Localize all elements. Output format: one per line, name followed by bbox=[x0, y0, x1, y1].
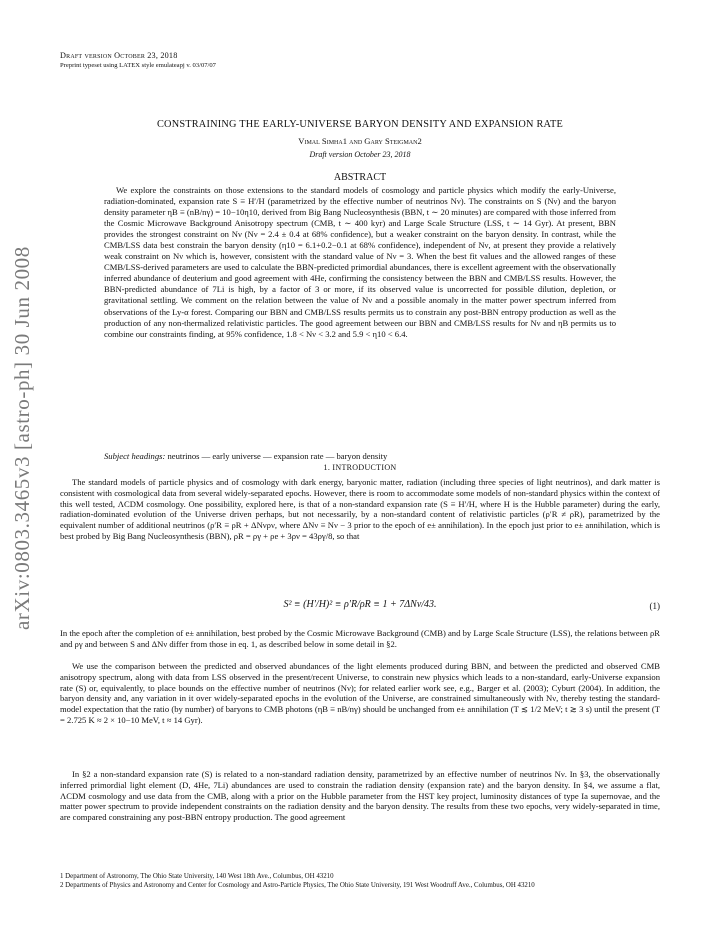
preprint-line: Preprint typeset using LATEX style emulateapj v. 03/07/07 bbox=[60, 62, 216, 69]
equation-1 bbox=[60, 591, 660, 627]
footnote-2: 2 Departments of Physics and Astronomy and Center for Cosmology and Astro-Particle Physics, The Ohio State University, 191 West Woodruff Ave., Columbus, OH 43210 bbox=[60, 882, 535, 889]
abstract-heading: ABSTRACT bbox=[333, 172, 387, 183]
footnotes bbox=[60, 872, 660, 890]
intro-paragraph-1: The standard models of particle physics and of cosmology with dark energy, baryonic matter, radiation (including three species of light neutrinos), and dark matter is consistent with cosmological data from several widely-separated epochs. However, there is room to accommodate some models of non-standard physics within the context of this well tested, ΛCDM cosmology. One possibility, explored here, is that of a non-standard expansion rate (S ≡ H′/H, where H is the Hubble parameter) during the early, radiation-dominated evolution of the Universe driven perhaps, but not necessarily, by a non-standard content of relativistic particles (ρ′R ≠ ρR), parametrized by the equivalent number of additional neutrinos (ρ′R ≡ ρR + ΔNνρν, where ΔNν ≡ Nν − 3 prior to the epoch of e± annihilation). In the epoch just prior to e± annihilation, which is best probed by Big Bang Nucleosynthesis (BBN), ρR = ργ + ρe + 3ρν = 43ργ/8, so that bbox=[60, 477, 660, 541]
section-heading-introduction: 1. INTRODUCTION bbox=[323, 463, 397, 472]
subject-headings bbox=[104, 451, 616, 462]
arxiv-sidebar-stamp: arXiv:0803.3465v3 [astro-ph] 30 Jun 2008 bbox=[10, 246, 34, 630]
equation-1-number: (1) bbox=[649, 601, 660, 611]
draft-version-header: Draft version October 23, 2018 bbox=[60, 51, 178, 60]
intro-paragraph-3: We use the comparison between the predicted and observed abundances of the light elements produced during BBN, and between the predicted and observed CMB anisotropy spectrum, along with data from LSS observed in the present/recent Universe, to constrain new physics which leads to a non-standard, early-Universe expansion rate (S) or, equivalently, to place bounds on the effective number of neutrinos (Nν); for related earlier work see, e.g., Barger et al. (2003); Cyburt (2004). In addition, the baryon density and, any variation in it over widely-separated epochs in the evolution of the Universe, are constrained simultaneously with Nν, thereby testing the standard-model expectation that the ratio (by number) of baryons to CMB photons (ηB ≡ nB/nγ) should be unchanged from e± annihilation (T ≲ 1/2 MeV; t ≳ 3 s) until the present (T = 2.725 K ≈ 2 × 10−10 MeV, t ≈ 14 Gyr). bbox=[60, 661, 660, 725]
intro-paragraph-4: In §2 a non-standard expansion rate (S) is related to a non-standard radiation density, parametrized by an effective number of neutrinos Nν. In §3, the observationally inferred primordial light element (D, 4He, 7Li) abundances are used to constrain the radiation density (expansion rate) and the baryon density. In §4, we assume a flat, ΛCDM cosmology and use data from the CMB, along with a prior on the Hubble parameter from the HST key project, luminosity distances of type Ia supernovae, and the matter power spectrum to provide independent constraints on the radiation density and the baryon density. The results from these two epochs, very widely-separated in time, are compared constraining any post-BBN entropy production. The good agreement bbox=[60, 769, 660, 822]
equation-1-body: S² ≡ (H′/H)² ≡ ρ′R/ρR ≡ 1 + 7ΔNν/43. bbox=[283, 599, 437, 610]
footnote-1: 1 Department of Astronomy, The Ohio State University, 140 West 18th Ave., Columbus, OH 43210 bbox=[60, 873, 334, 880]
subject-headings-label: Subject headings: bbox=[104, 451, 166, 461]
paper-title: CONSTRAINING THE EARLY-UNIVERSE BARYON DENSITY AND EXPANSION RATE bbox=[156, 119, 564, 130]
intro-paragraph-2: In the epoch after the completion of e± annihilation, best probed by the Cosmic Microwave Background (CMB) and by Large Scale Structure (LSS), the relations between ρR and ργ and between S and ΔNν differ from those in eq. 1, as described below in some detail in §2. bbox=[60, 628, 660, 649]
draft-date-line: Draft version October 23, 2018 bbox=[309, 150, 411, 159]
paper-authors: Vimal Simha1 and Gary Steigman2 bbox=[298, 136, 422, 146]
abstract-text: We explore the constraints on those extensions to the standard models of cosmology and particle physics which modify the early-Universe, radiation-dominated, expansion rate S ≡ H′/H (parametrized by the effective number of neutrinos Nν). The constraints on S (Nν) and the baryon density parameter ηB ≡ (nB/nγ) = 10−10η10, derived from Big Bang Nucleosynthesis (BBN, t ∼ 20 minutes) are compared with those inferred from the Cosmic Microwave Background Anisotropy spectrum (CMB, t ∼ 400 kyr) and Large Scale Structure (LSS, t ∼ 14 Gyr). At present, BBN provides the strongest constraint on Nν (Nν = 2.4 ± 0.4 at 68% confidence), but a weaker constraint on the baryon density. In contrast, while the CMB/LSS data best constrain the baryon density (η10 = 6.1+0.2−0.1 at 68% confidence), independent of Nν, at present they provide a relatively weak constraint on Nν which is, however, consistent with the standard value of Nν = 3. When the best fit values and the allowed ranges of these CMB/LSS-derived parameters are used to calculate the BBN-predicted primordial abundances, there is excellent agreement with the observationally inferred abundance of deuterium and good agreement with 4He, confirming the consistency between the BBN and CMB/LSS results. However, the BBN-predicted abundance of 7Li is high, by a factor of 3 or more, if its observed value is uncorrected for possible dilution, depletion, or gravitational settling. We comment on the relation between the value of Nν and a possible anomaly in the matter power spectrum inferred from observations of the Ly-α forest. Comparing our BBN and CMB/LSS results permits us to constrain any post-BBN entropy production as well as the production of any non-thermalized relativistic particles. The good agreement between our BBN and CMB/LSS results for Nν and ηB permits us to combine our constraints finding, at 95% confidence, 1.8 < Nν < 3.2 and 5.9 < η10 < 6.4. bbox=[104, 185, 616, 339]
subject-headings-text: neutrinos — early universe — expansion rate — baryon density bbox=[165, 451, 388, 461]
